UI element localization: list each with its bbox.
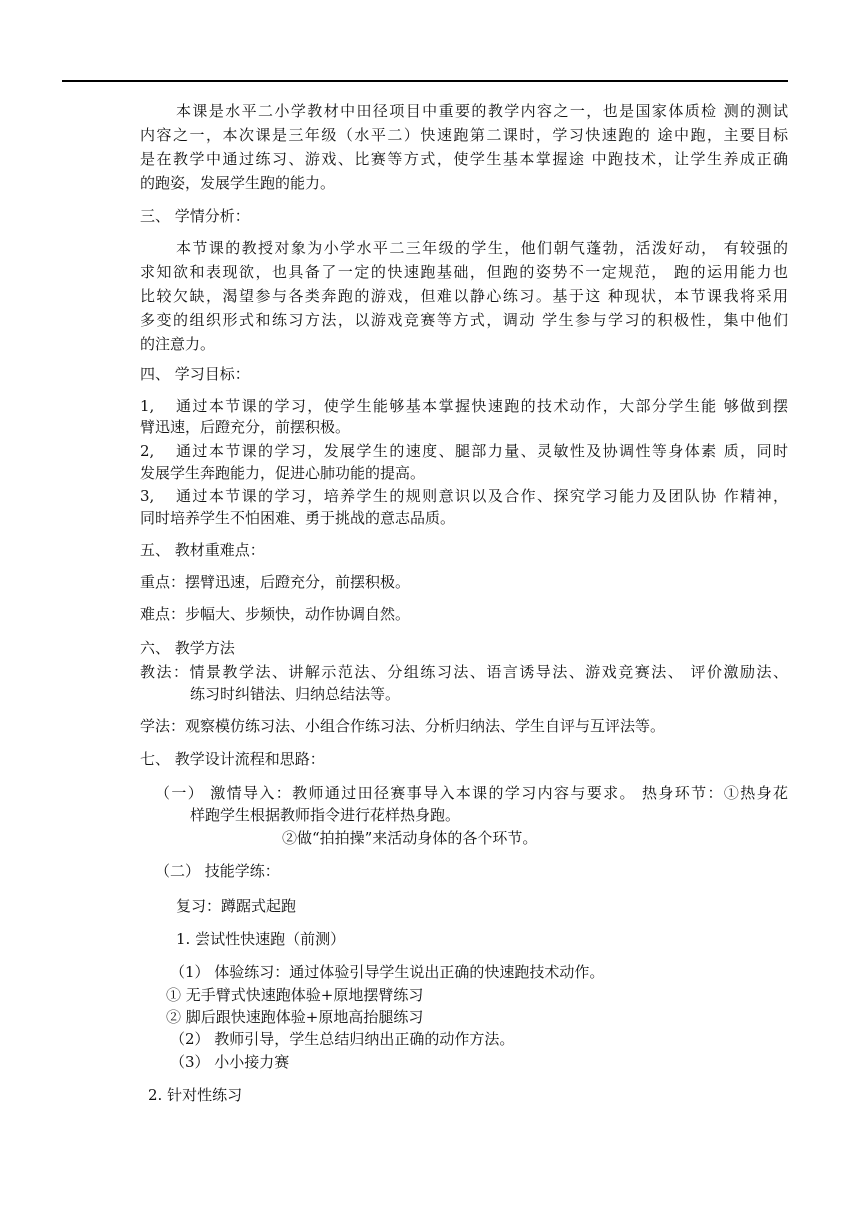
intro-line-3: 是在教学中通过练习、游戏、比赛等方式，使学生基本掌握途 中跑技术，让学生养成正确: [140, 150, 788, 168]
section3-line-1: 本节课的教授对象为小学水平二三年级的学生，他们朝气蓬勃，活泼好动， 有较强的: [176, 239, 788, 257]
intro-line-1: 本课是水平二小学教材中田径项目中重要的教学内容之一，也是国家体质检 测的测试: [176, 102, 788, 120]
key-point: 重点：摆臂迅速，后蹬充分，前摆积极。: [140, 573, 411, 591]
goal-1-line-2: 臂迅速，后蹬充分，前摆积极。: [140, 418, 351, 436]
substep-3: （3） 小小接力赛: [170, 1053, 290, 1071]
step-2: 2. 针对性练习: [148, 1086, 243, 1104]
section4-heading: 四、 学习目标：: [140, 365, 250, 383]
goal-1-number: 1,: [140, 397, 155, 415]
goal-3-line-1: 通过本节课的学习，培养学生的规则意识以及合作、探究学习能力及团队协 作精神，: [176, 487, 788, 505]
part1-line-3: ②做“拍拍操”来活动身体的各个环节。: [282, 829, 538, 847]
section3-line-4: 多变的组织形式和练习方法，以游戏竞赛等方式，调动 学生参与学习的积极性，集中他们: [140, 311, 788, 329]
header-rule: [62, 80, 788, 82]
part2-heading: （二） 技能学练：: [155, 862, 280, 880]
learning-methods: 学法：观察模仿练习法、小组合作练习法、分析归纳法、学生自评与互评法等。: [140, 717, 666, 735]
substep-1: （1） 体验练习：通过体验引导学生说出正确的快速跑技术动作。: [170, 963, 605, 981]
part1-line-1: （一） 激情导入：教师通过田径赛事导入本课的学习内容与要求。 热身环节：①热身花: [155, 784, 788, 802]
section7-heading: 七、 教学设计流程和思路：: [140, 750, 325, 768]
goal-2-line-1: 通过本节课的学习，发展学生的速度、腿部力量、灵敏性及协调性等身体素 质，同时: [176, 442, 788, 460]
step-1: 1. 尝试性快速跑（前测）: [176, 930, 346, 948]
intro-line-2: 内容之一，本次课是三年级（水平二）快速跑第二课时，学习快速跑的 途中跑，主要目标: [140, 126, 788, 144]
intro-line-4: 的跑姿，发展学生跑的能力。: [140, 174, 336, 192]
difficult-point: 难点：步幅大、步频快，动作协调自然。: [140, 605, 411, 623]
part1-line-2: 样跑学生根据教师指令进行花样热身跑。: [190, 806, 461, 824]
section3-line-3: 比较欠缺，渴望参与各类奔跑的游戏，但难以静心练习。基于这 种现状，本节课我将采用: [140, 287, 788, 305]
substep-2: （2） 教师引导，学生总结归纳出正确的动作方法。: [170, 1030, 515, 1048]
section3-line-5: 的注意力。: [140, 335, 216, 353]
circled-item-1: ① 无手臂式快速跑体验+原地摆臂练习: [166, 986, 424, 1004]
circled-item-2: ② 脚后跟快速跑体验+原地高抬腿练习: [166, 1008, 424, 1026]
goal-3-number: 3,: [140, 487, 155, 505]
review-item: 复习：蹲踞式起跑: [176, 897, 297, 915]
goal-3-line-2: 同时培养学生不怕困难、勇于挑战的意志品质。: [140, 509, 456, 527]
goal-1-line-1: 通过本节课的学习，使学生能够基本掌握快速跑的技术动作，大部分学生能 够做到摆: [176, 397, 788, 415]
section3-line-2: 求知欲和表现欲，也具备了一定的快速跑基础，但跑的姿势不一定规范， 跑的运用能力也: [140, 263, 788, 281]
goal-2-number: 2,: [140, 442, 155, 460]
section5-heading: 五、 教材重难点：: [140, 541, 265, 559]
section6-heading: 六、 教学方法: [140, 639, 235, 657]
goal-2-line-2: 发展学生奔跑能力，促进心肺功能的提高。: [140, 464, 426, 482]
teaching-methods-line-1: 教法：情景教学法、讲解示范法、分组练习法、语言诱导法、游戏竞赛法、 评价激励法、: [140, 663, 788, 681]
teaching-methods-line-2: 练习时纠错法、归纳总结法等。: [190, 685, 401, 703]
section3-heading: 三、 学情分析：: [140, 207, 250, 225]
